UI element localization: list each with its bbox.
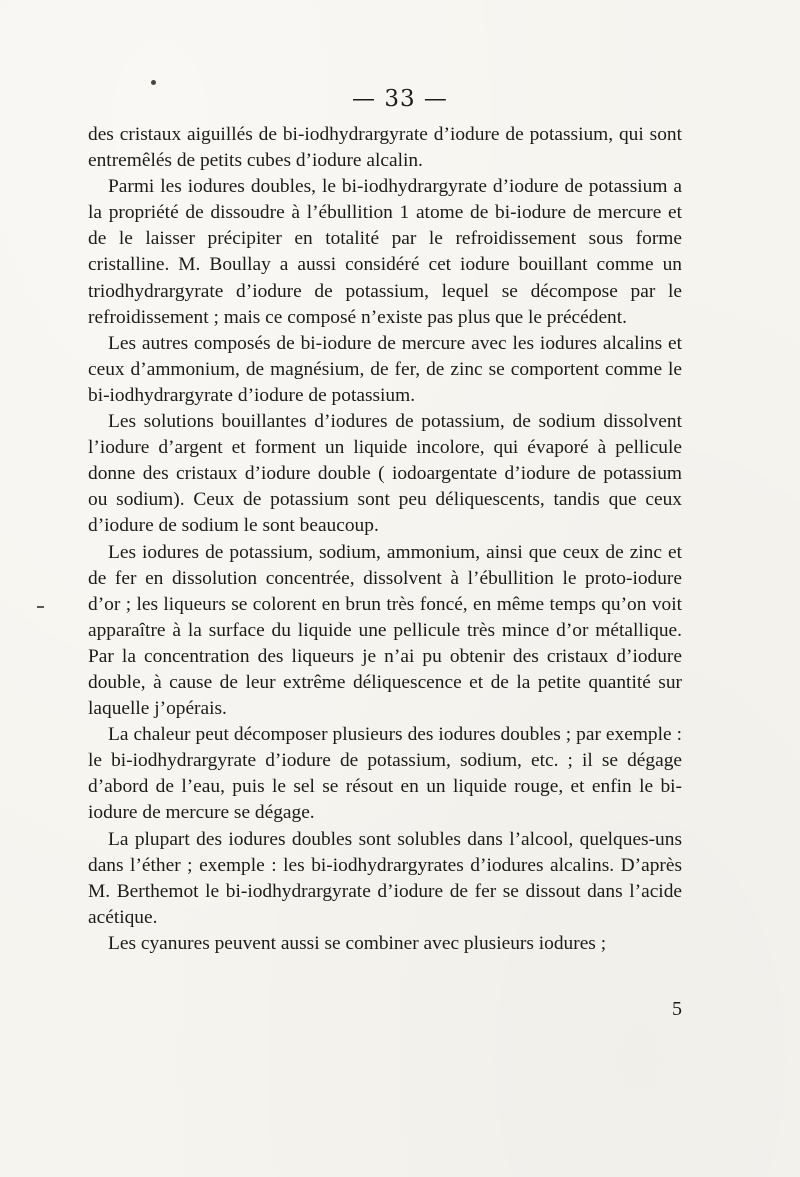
body-text xyxy=(88,122,682,957)
signature-mark: 5 xyxy=(672,998,682,1020)
paragraph: Les solutions bouillantes d’iodures de potassium, de sodium dissolvent l’iodure d’argent et forment un liquide incolore, qui évaporé à pellicule donne des cristaux d’iodure double ( iodoargentate d’iodure de potassium ou sodium). Ceux de potassium sont peu déliquescents, tandis que ceux d’iodure de sodium le sont beaucoup. xyxy=(88,411,682,537)
paragraph: La plupart des iodures doubles sont solubles dans l’alcool, quelques-uns dans l’éther ; exemple : les bi-iodhydrargyrates d’iodures alcalins. D’après M. Berthemot le bi-iodhydrargyrate d’iodure de fer se dissout dans l’acide acétique. xyxy=(88,828,682,928)
page-number: — 33 — xyxy=(352,86,448,112)
paragraph: Les iodures de potassium, sodium, ammonium, ainsi que ceux de zinc et de fer en dissolution concentrée, dissolvent à l’ébullition le proto-iodure d’or ; les liqueurs se colorent en brun très foncé, en même temps qu’on voit apparaître à la surface du liquide une pellicule très mince d’or métallique. Par la concentration des liqueurs je n’ai pu obtenir des cristaux d’iodure double, à cause de leur extrême déliquescence et de la petite quantité sur laquelle j’opérais. xyxy=(88,541,682,720)
ink-dot xyxy=(151,80,156,85)
paragraph-continuation: des cristaux aiguillés de bi-iodhydrargyrate d’iodure de potassium, qui sont entremêlés de petits cubes d’iodure alcalin. xyxy=(88,124,682,172)
paragraph: La chaleur peut décomposer plusieurs des iodures doubles ; par exemple : le bi-iodhydrargyrate d’iodure de potassium, sodium, etc. ; il se dégage d’abord de l’eau, puis le sel se résout en un liquide rouge, et enfin le bi-iodure de mercure se dégage. xyxy=(88,724,682,824)
paragraph: Les cyanures peuvent aussi se combiner avec plusieurs iodures ; xyxy=(108,932,607,954)
paragraph: Les autres composés de bi-iodure de mercure avec les iodures alcalins et ceux d’ammonium, de magnésium, de fer, de zinc se comportent comme le bi-iodhydrargyrate d’iodure de potassium. xyxy=(88,332,682,406)
paragraph: Parmi les iodures doubles, le bi-iodhydrargyrate d’iodure de potassium a la propriété de dissoudre à l’ébullition 1 atome de bi-iodure de mercure et de le laisser précipiter en totalité par le refroidissement sous forme cristalline. M. Boullay a aussi considéré cet iodure bouillant comme un triodhydrargyrate d’iodure de potassium, lequel se décompose par le refroidissement ; mais ce composé n’existe pas plus que le précédent. xyxy=(88,176,682,328)
margin-mark xyxy=(37,606,44,608)
